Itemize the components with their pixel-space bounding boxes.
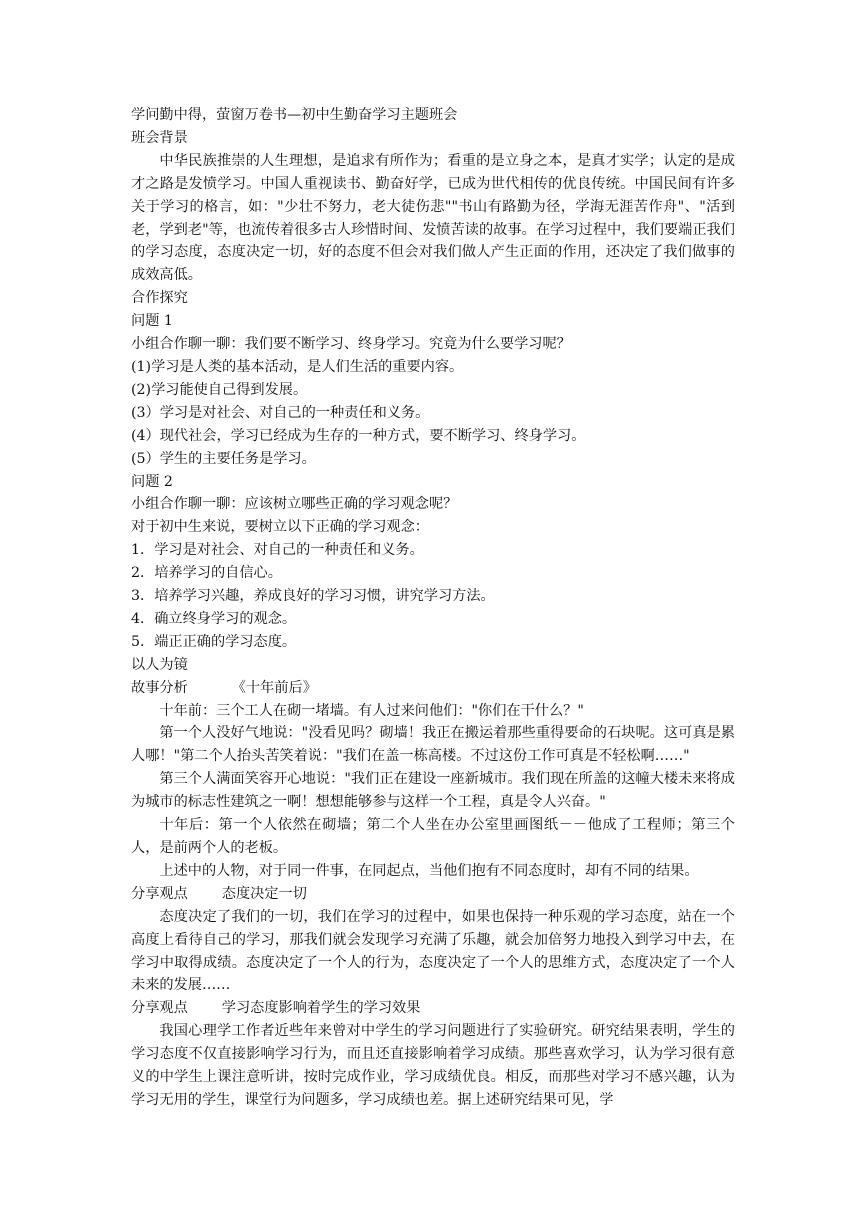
list-item: 1．学习是对社会、对自己的一种责任和义务。 xyxy=(131,542,424,559)
document-page xyxy=(131,104,735,1112)
story-paragraph: 十年前：三个工人在砌一堵墙。有人过来问他们："你们在干什么？" xyxy=(159,702,584,719)
section-heading-inquiry: 合作探究 xyxy=(131,290,188,307)
section-heading-background: 班会背景 xyxy=(131,129,188,146)
story-paragraph: 十年后：第一个人依然在砌墙；第二个人坐在办公室里画图纸－－他成了工程师；第三个人，是前两个人的老板。 xyxy=(131,817,735,856)
list-item: (2)学习能使自己得到发展。 xyxy=(131,381,308,398)
list-item: (5）学生的主要任务是学习。 xyxy=(131,450,316,467)
list-item: (3）学习是对社会、对自己的一种责任和义务。 xyxy=(131,404,430,421)
share-2-label: 分享观点 xyxy=(131,1000,188,1017)
story-label: 故事分析 xyxy=(131,679,188,696)
story-paragraph: 第三个人满面笑容开心地说："我们正在建设一座新城市。我们现在所盖的这幢大楼未来将成为城市的标志性建筑之一啊！想想能够参与这样一个工程，真是令人兴奋。" xyxy=(131,771,735,811)
share-2-paragraph: 我国心理学工作者近些年来曾对中学生的学习问题进行了实验研究。研究结果表明，学生的学习态度不仅直接影响学习行为，而且还直接影响着学习成绩。那些喜欢学习，认为学习很有意义的中学生上课注意听讲，按时完成作业，学习成绩优良。相反，而那些对学习不感兴趣，认为学习无用的学生，课堂行为问题多，学习成绩也差。据上述研究结果可见，学 xyxy=(131,1023,735,1108)
question-2-prompt: 小组合作聊一聊：应该树立哪些正确的学习观念呢？ xyxy=(131,496,458,513)
document-title: 学问勤中得，萤窗万卷书—初中生勤奋学习主题班会 xyxy=(131,107,458,123)
share-2-title: 学习态度影响着学生的学习效果 xyxy=(221,1000,421,1017)
story-title: 《十年前后》 xyxy=(231,679,317,696)
story-heading xyxy=(131,677,735,700)
background-paragraph: 中华民族推崇的人生理想，是追求有所作为；看重的是立身之本，是真才实学；认定的是成才之路是发愤学习。中国人重视读书、勤奋好学，已成为世代相传的优良传统。中国民间有许多关于学习的格言，如："少壮不努力，老大徒伤悲""书山有路勤为径，学海无涯苦作舟"、"活到老，学到老"等，也流传着很多古人珍惜时间、发愤苦读的故事。在学习过程中，我们要端正我们的学习态度，态度决定一切，好的态度不但会对我们做人产生正面的作用，还决定了我们做事的成效高低。 xyxy=(131,152,735,284)
share-2-heading xyxy=(131,997,735,1020)
share-1-paragraph: 态度决定了我们的一切，我们在学习的过程中，如果也保持一种乐观的学习态度，站在一个高度上看待自己的学习，那我们就会发现学习充满了乐趣，就会加倍努力地投入到学习中去，在学习中取得成绩。态度决定了一个人的行为，态度决定了一个人的思维方式，态度决定了一个人未来的发展…… xyxy=(131,908,735,994)
question-2-intro: 对于初中生来说，要树立以下正确的学习观念： xyxy=(131,519,429,536)
list-item: 4．确立终身学习的观念。 xyxy=(131,610,297,627)
list-item: (4）现代社会，学习已经成为生存的一种方式，要不断学习、终身学习。 xyxy=(131,427,586,444)
question-1-prompt: 小组合作聊一聊：我们要不断学习、终身学习。究竟为什么要学习呢？ xyxy=(131,336,571,353)
share-1-heading xyxy=(131,883,735,906)
share-1-label: 分享观点 xyxy=(131,885,188,902)
list-item: 2．培养学习的自信心。 xyxy=(131,565,282,582)
question-1-label: 问题 1 xyxy=(131,313,173,330)
list-item: (1)学习是人类的基本活动，是人们生活的重要内容。 xyxy=(131,358,464,375)
list-item: 5．端正正确的学习态度。 xyxy=(131,633,297,650)
question-2-label: 问题 2 xyxy=(131,473,173,490)
section-heading-mirror: 以人为镜 xyxy=(131,656,188,673)
share-1-title: 态度决定一切 xyxy=(221,885,307,902)
story-paragraph: 第一个人没好气地说："没看见吗？砌墙！我正在搬运着那些重得要命的石块呢。这可真是累人哪！"第二个人抬头苦笑着说："我们在盖一栋高楼。不过这份工作可真是不轻松啊……" xyxy=(131,725,735,765)
list-item: 3．培养学习兴趣，养成良好的学习习惯，讲究学习方法。 xyxy=(131,588,495,605)
story-paragraph: 上述中的人物，对于同一件事，在同起点，当他们抱有不同态度时，却有不同的结果。 xyxy=(159,862,699,879)
